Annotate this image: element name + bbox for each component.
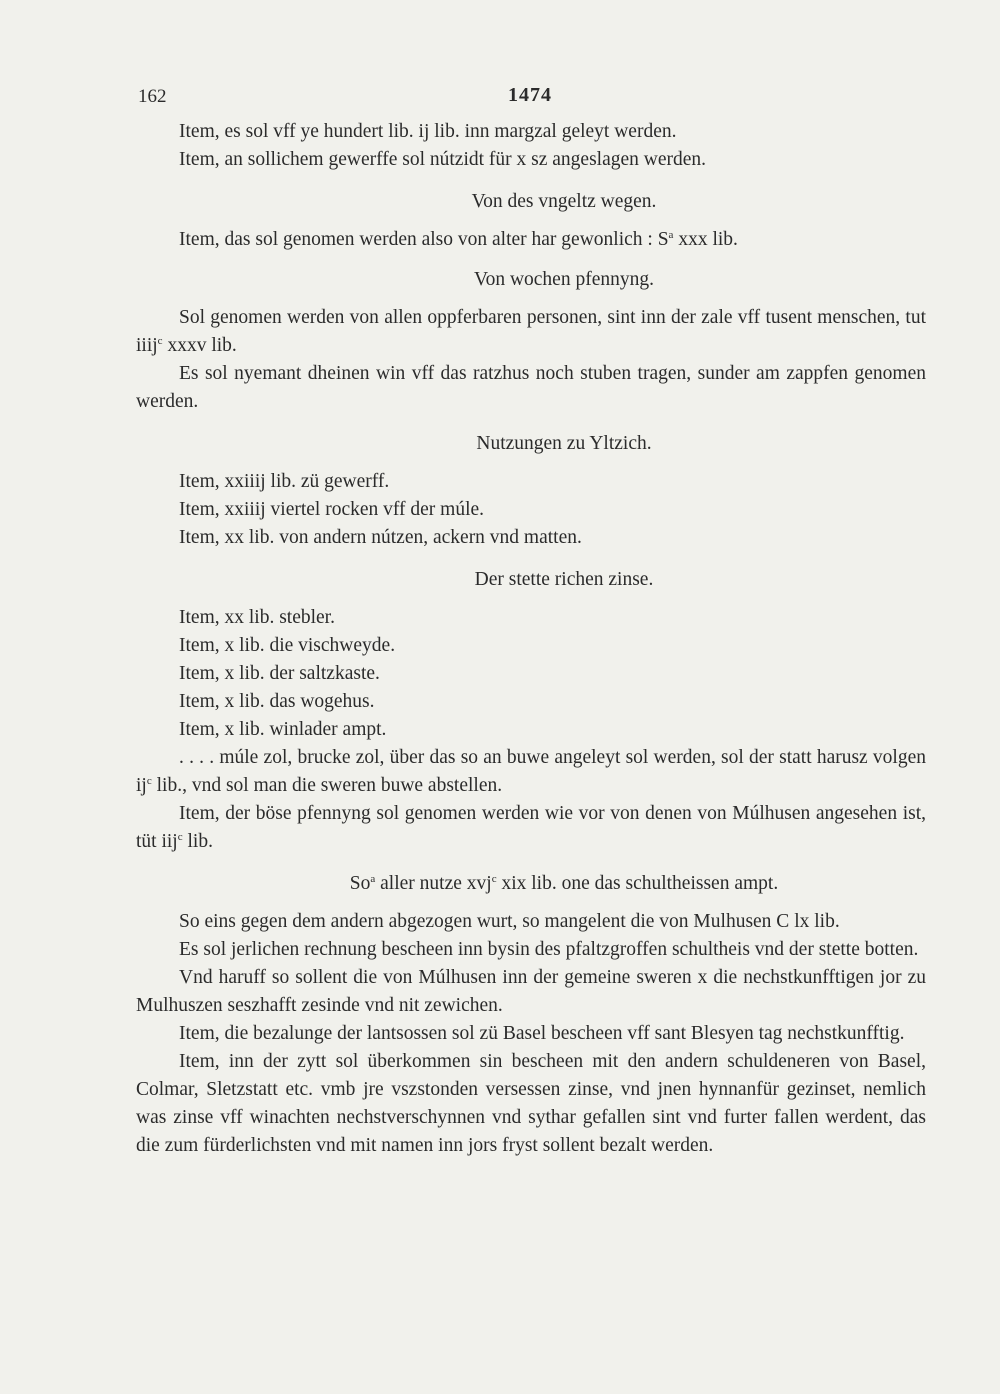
paragraph: Es sol nyemant dheinen win vff das ratzhus noch stuben tragen, sunder am zappfen genomen werden.	[136, 363, 926, 412]
page-header-year: 1474	[508, 84, 552, 106]
paragraph: Item, inn der zytt sol überkommen sin bescheen mit den andern schuldeneren von Basel, Colmar, Sletzstatt etc. vmb jre vszstonden versessen zinse, vnd jnen hynnanfür gezinset, nemlich was zinse vff winachten nechstverschynnen vnd sythar gefallen sint vnd furter fallen werdent, das die zum fürderlichsten vnd mit namen inn jors fryst sollent bezalt werden.	[136, 1051, 926, 1156]
list-item: Item, x lib. winlader ampt.	[179, 719, 387, 740]
section-heading: Von des vngeltz wegen.	[471, 191, 657, 212]
paragraph: Vnd haruff so sollent die von Múlhusen inn der gemeine sweren x die nechstkunfftigen jor zu Mulhuszen seszhafft zesinde vnd nit zewichen.	[136, 967, 926, 1016]
paragraph: Sol genomen werden von allen oppferbaren personen, sint inn der zale vff tusent menschen, tut iiij$^c$ xxxv lib.	[136, 307, 926, 356]
paragraph: Es sol jerlichen rechnung bescheen inn bysin des pfaltzgroffen schultheis vnd der stette botten.	[179, 939, 919, 960]
paragraph: So eins gegen dem andern abgezogen wurt, so mangelent die von Mulhusen C lx lib.	[179, 911, 840, 932]
document-body	[136, 118, 926, 1160]
paragraph: Item, der böse pfennyng sol genomen werden wie vor von denen von Múlhusen angesehen ist, tüt iij$^c$ lib.	[136, 803, 926, 852]
list-item: Item, xx lib. stebler.	[179, 607, 335, 628]
section-heading: Der stette richen zinse.	[474, 569, 654, 590]
list-item: Item, xx lib. von andern nútzen, ackern vnd matten.	[179, 527, 582, 548]
paragraph: Item, das sol genomen werden also von alter har gewonlich : $S^a$ xxx lib.	[179, 229, 738, 250]
paragraph: Item, an sollichem gewerffe sol nútzidt für x sz angeslagen werden.	[179, 149, 707, 170]
list-item: Item, x lib. das wogehus.	[179, 691, 375, 712]
page-number: 162	[138, 86, 167, 107]
paragraph: Item, die bezalunge der lantsossen sol zü Basel bescheen vff sant Blesyen tag nechstkunfftig.	[179, 1023, 905, 1044]
list-item: Item, x lib. die vischweyde.	[179, 635, 396, 656]
list-item: Item, x lib. der saltzkaste.	[179, 663, 380, 684]
paragraph: Item, es sol vff ye hundert lib. ij lib. inn margzal geleyt werden.	[179, 121, 677, 142]
list-item: Item, xxiiij lib. zü gewerff.	[179, 471, 390, 492]
section-heading: Von wochen pfennyng.	[474, 269, 654, 290]
paragraph: . . . . múle zol, brucke zol, über das so an buwe angeleyt sol werden, sol der statt harusz volgen $ij^c$ lib., vnd sol man die sweren buwe abstellen.	[136, 747, 926, 796]
section-heading: Nutzungen zu Yltzich.	[476, 433, 652, 454]
list-item: Item, xxiiij viertel rocken vff der múle.	[179, 499, 485, 520]
summary-heading: So$^a$ aller nutze xvj$^c$ xix lib. one das schultheissen ampt.	[349, 873, 779, 894]
